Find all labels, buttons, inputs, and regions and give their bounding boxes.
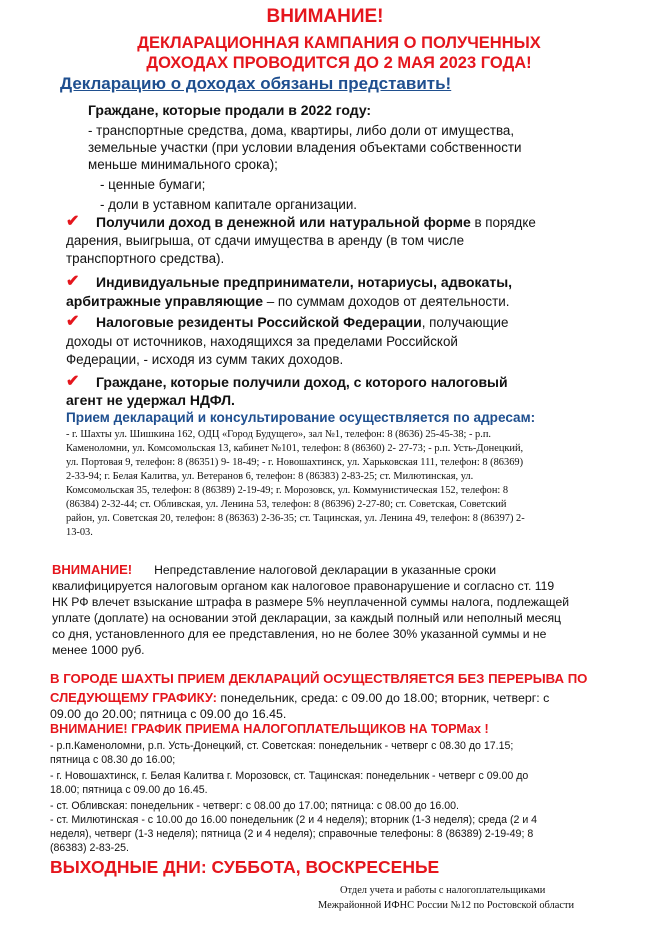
- schedule-line: 18.00; пятница с 09.00 до 16.45.: [50, 784, 208, 796]
- addresses-heading: Прием деклараций и консультирование осуществляется по адресам:: [66, 410, 536, 425]
- attention-heading: ВНИМАНИЕ!: [266, 6, 384, 27]
- item4-first-line: [96, 314, 508, 331]
- schedule-heading-rest: понедельник, среда: с 09.00 до 18.00; вторник, четверг: с: [216, 691, 550, 705]
- item2-bold: Получили доход в денежной или натуральной форме: [96, 214, 471, 230]
- group1-line: - транспортные средства, дома, квартиры, либо доли от имущества,: [88, 123, 515, 138]
- item2-line: дарения, выигрыша, от сдачи имущества в аренду (в том числе: [66, 233, 465, 248]
- item2-rest: в порядке: [470, 215, 536, 230]
- schedule-line: - ст. Милютинская - с 10.00 до 16.00 понедельник (2 и 4 неделя); вторник (1-3 неделя); среда (2 и 4: [50, 814, 538, 826]
- item3-rest: – по суммам доходов от деятельности.: [263, 294, 510, 309]
- address-line: район, ул. Советская 20, телефон: 8 (86363) 2-36-35; ст. Тацинская, ул. Ленина 49, телефон: 8 (86397) 2-: [66, 513, 525, 524]
- address-line: 2-33-94; г. Белая Калитва, ул. Ветеранов 6, телефон: 8 (86383) 2-83-25; ст. Милютинская, ул.: [66, 471, 474, 482]
- tormax-heading: ВНИМАНИЕ! ГРАФИК ПРИЕМА НАЛОГОПЛАТЕЛЬЩИКОВ НА ТОРМах !: [50, 722, 489, 736]
- schedule-line: неделя), четверг (1-3 неделя); пятница (2 и 4 неделя); справочные телефоны: 8 (86389) 2-19-49; 8: [50, 828, 534, 840]
- group1-line: - ценные бумаги;: [100, 177, 206, 192]
- item4-rest: , получающие: [421, 315, 509, 330]
- red-checkmark-icon: ✔: [66, 213, 80, 230]
- group1-line: - доли в уставном капитале организации.: [100, 197, 358, 212]
- schedule-line: - р.п.Каменоломни, р.п. Усть-Донецкий, ст. Советская: понедельник - четверг с 08.30 до 17.15;: [50, 740, 514, 752]
- item3-bold: арбитражные управляющие: [66, 293, 264, 309]
- item5-line-1: Граждане, которые получили доход, с которого налоговый: [96, 374, 508, 390]
- warning-first-line: [52, 561, 496, 579]
- warning-line: квалифицируется налоговым органом как налоговое правонарушение и согласно ст. 119: [52, 579, 555, 593]
- warning-line: менее 1000 руб.: [52, 643, 145, 657]
- red-checkmark-icon: ✔: [66, 313, 80, 330]
- address-line: (86384) 2-32-44; ст. Обливская, ул. Ленина 53, телефон: 8 (86396) 2-27-80; ст. Советская, Советский: [66, 499, 507, 510]
- schedule-heading-2: [50, 689, 549, 707]
- schedule-line: - г. Новошахтинск, г. Белая Калитва г. Морозовск, ст. Тацинская: понедельник - четверг с 09.00 до: [50, 770, 529, 782]
- address-line: 13-03.: [66, 527, 93, 538]
- signature-line-1: Отдел учета и работы с налогоплательщиками: [340, 885, 546, 896]
- title-line-2: ДОХОДАХ ПРОВОДИТСЯ ДО 2 МАЯ 2023 ГОДА!: [146, 54, 532, 72]
- address-line: Каменоломни, ул. Комсомольская 13, кабинет №101, телефон: 8 (86360) 2- 27-73; - р.п. Усть-Донецкий,: [66, 443, 524, 454]
- group1-line: меньше минимального срока);: [88, 157, 278, 172]
- schedule-heading-red: СЛЕДУЮЩЕМУ ГРАФИКУ:: [50, 690, 217, 705]
- warning-line: НК РФ влечет взыскание штрафа в размере 5% неуплаченной суммы налога, подлежащей: [52, 595, 570, 609]
- warning-line: уплате (доплате) на основании этой декларации, за каждый полный или неполный месяц: [52, 611, 562, 625]
- subtitle: Декларацию о доходах обязаны представить!: [60, 74, 452, 93]
- red-checkmark-icon: ✔: [66, 273, 80, 290]
- schedule-heading-3: 09.00 до 20.00; пятница с 09.00 до 16.45.: [50, 707, 287, 721]
- schedule-line: пятница с 08.30 до 16.00;: [50, 754, 176, 766]
- group1-line: земельные участки (при условии владения объектами собственности: [88, 140, 522, 155]
- schedule-heading-1: В ГОРОДЕ ШАХТЫ ПРИЕМ ДЕКЛАРАЦИЙ ОСУЩЕСТВЛЯЕТСЯ БЕЗ ПЕРЕРЫВА ПО: [50, 671, 588, 686]
- item3-line-2: [66, 293, 509, 310]
- warning-line: со дня, установленного для ее представления, но не более 30% указанной суммы и не: [52, 627, 547, 641]
- schedule-line: (86383) 2-83-25.: [50, 842, 129, 854]
- item3-line-1: Индивидуальные предприниматели, нотариусы, адвокаты,: [96, 274, 513, 290]
- address-line: - г. Шахты ул. Шишкина 162, ОДЦ «Город Будущего», зал №1, телефон: 8 (8636) 25-45-38; - р.п.: [66, 429, 492, 440]
- group1-title: Граждане, которые продали в 2022 году:: [88, 102, 372, 118]
- item2-line: транспортного средства).: [66, 251, 225, 266]
- address-line: ул. Портовая 9, телефон: 8 (86351) 9- 18-49; - г. Новошахтинск, ул. Харьковская 111, телефон: 8 (86369): [66, 457, 524, 468]
- red-checkmark-icon: ✔: [66, 373, 80, 390]
- address-line: Комсомольская 35, телефон: 8 (86389) 2-19-49; г. Морозовск, ул. Коммунистическая 152, телефон: 8: [66, 485, 509, 496]
- warning-first: Непредставление налоговой декларации в указанные сроки: [154, 563, 497, 577]
- item4-line: доходы от источников, находящихся за пределами Российской: [66, 334, 458, 349]
- signature-line-2: Межрайонной ИФНС России №12 по Ростовской области: [318, 900, 575, 911]
- item4-bold: Налоговые резиденты Российской Федерации: [96, 314, 422, 330]
- title-line-1: ДЕКЛАРАЦИОННАЯ КАМПАНИЯ О ПОЛУЧЕННЫХ: [137, 34, 541, 52]
- schedule-line: - ст. Обливская: понедельник - четверг: с 08.00 до 17.00; пятница: с 08.00 до 16.00.: [50, 800, 459, 812]
- item2-first-line: [96, 214, 536, 231]
- days-off: ВЫХОДНЫЕ ДНИ: СУББОТА, ВОСКРЕСЕНЬЕ: [50, 857, 440, 877]
- item5-line-2: агент не удержал НДФЛ.: [66, 392, 235, 408]
- item4-line: Федерации, - исходя из сумм таких доходов.: [66, 352, 344, 367]
- warning-label: ВНИМАНИЕ!: [52, 562, 133, 577]
